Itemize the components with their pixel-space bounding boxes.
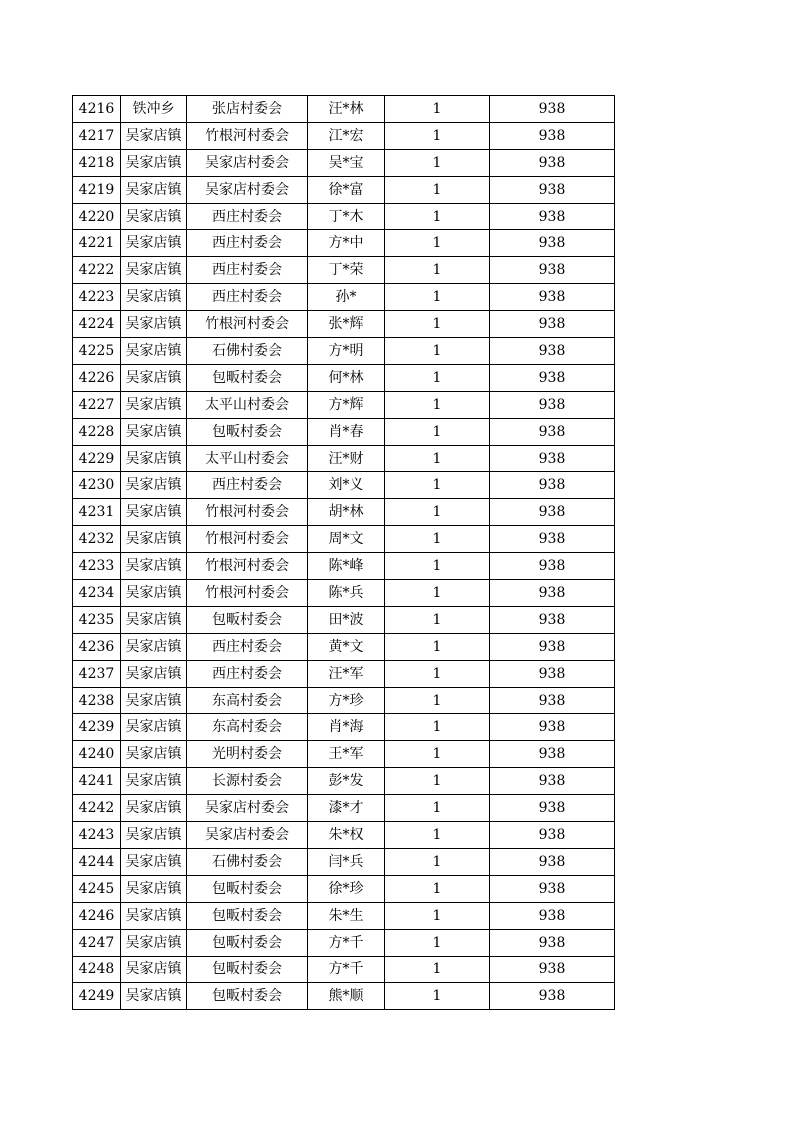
table-row <box>73 875 615 902</box>
town-cell: 吴家店镇 <box>121 338 187 365</box>
town-cell: 吴家店镇 <box>121 149 187 176</box>
amount-cell: 938 <box>490 472 615 499</box>
name-cell: 彭*发 <box>308 768 385 795</box>
name-cell: 周*文 <box>308 526 385 553</box>
amount-cell: 938 <box>490 741 615 768</box>
serial-number-cell: 4216 <box>73 96 121 123</box>
amount-cell: 938 <box>490 822 615 849</box>
village-committee-cell: 石佛村委会 <box>187 338 308 365</box>
town-cell: 吴家店镇 <box>121 176 187 203</box>
town-cell: 吴家店镇 <box>121 418 187 445</box>
table-row <box>73 660 615 687</box>
amount-cell: 938 <box>490 660 615 687</box>
amount-cell: 938 <box>490 714 615 741</box>
village-committee-cell: 张店村委会 <box>187 96 308 123</box>
town-cell: 吴家店镇 <box>121 983 187 1010</box>
table-row <box>73 526 615 553</box>
name-cell: 肖*海 <box>308 714 385 741</box>
name-cell: 刘*义 <box>308 472 385 499</box>
village-committee-cell: 太平山村委会 <box>187 391 308 418</box>
name-cell: 陈*兵 <box>308 580 385 607</box>
count-cell: 1 <box>385 795 490 822</box>
count-cell: 1 <box>385 741 490 768</box>
serial-number-cell: 4243 <box>73 822 121 849</box>
village-committee-cell: 长源村委会 <box>187 768 308 795</box>
table-row <box>73 203 615 230</box>
table-row <box>73 149 615 176</box>
town-cell: 吴家店镇 <box>121 499 187 526</box>
town-cell: 吴家店镇 <box>121 714 187 741</box>
amount-cell: 938 <box>490 553 615 580</box>
town-cell: 吴家店镇 <box>121 633 187 660</box>
village-committee-cell: 竹根河村委会 <box>187 526 308 553</box>
count-cell: 1 <box>385 176 490 203</box>
name-cell: 徐*珍 <box>308 875 385 902</box>
count-cell: 1 <box>385 687 490 714</box>
village-committee-cell: 西庄村委会 <box>187 660 308 687</box>
amount-cell: 938 <box>490 499 615 526</box>
count-cell: 1 <box>385 768 490 795</box>
amount-cell: 938 <box>490 149 615 176</box>
count-cell: 1 <box>385 848 490 875</box>
table-row <box>73 284 615 311</box>
count-cell: 1 <box>385 983 490 1010</box>
serial-number-cell: 4230 <box>73 472 121 499</box>
serial-number-cell: 4245 <box>73 875 121 902</box>
name-cell: 陈*峰 <box>308 553 385 580</box>
village-committee-cell: 竹根河村委会 <box>187 553 308 580</box>
serial-number-cell: 4228 <box>73 418 121 445</box>
amount-cell: 938 <box>490 203 615 230</box>
town-cell: 吴家店镇 <box>121 257 187 284</box>
village-committee-cell: 竹根河村委会 <box>187 122 308 149</box>
serial-number-cell: 4227 <box>73 391 121 418</box>
amount-cell: 938 <box>490 606 615 633</box>
table-row <box>73 606 615 633</box>
serial-number-cell: 4249 <box>73 983 121 1010</box>
village-committee-cell: 西庄村委会 <box>187 257 308 284</box>
serial-number-cell: 4217 <box>73 122 121 149</box>
amount-cell: 938 <box>490 902 615 929</box>
amount-cell: 938 <box>490 364 615 391</box>
data-table <box>72 95 615 1010</box>
count-cell: 1 <box>385 472 490 499</box>
town-cell: 吴家店镇 <box>121 929 187 956</box>
name-cell: 闫*兵 <box>308 848 385 875</box>
amount-cell: 938 <box>490 445 615 472</box>
table-row <box>73 687 615 714</box>
count-cell: 1 <box>385 660 490 687</box>
name-cell: 肖*春 <box>308 418 385 445</box>
table-row <box>73 391 615 418</box>
count-cell: 1 <box>385 580 490 607</box>
table-row <box>73 956 615 983</box>
village-committee-cell: 东高村委会 <box>187 687 308 714</box>
town-cell: 吴家店镇 <box>121 741 187 768</box>
serial-number-cell: 4237 <box>73 660 121 687</box>
name-cell: 汪*财 <box>308 445 385 472</box>
amount-cell: 938 <box>490 633 615 660</box>
amount-cell: 938 <box>490 929 615 956</box>
village-committee-cell: 石佛村委会 <box>187 848 308 875</box>
serial-number-cell: 4232 <box>73 526 121 553</box>
table-row <box>73 472 615 499</box>
village-committee-cell: 光明村委会 <box>187 741 308 768</box>
town-cell: 吴家店镇 <box>121 795 187 822</box>
village-committee-cell: 西庄村委会 <box>187 284 308 311</box>
serial-number-cell: 4219 <box>73 176 121 203</box>
serial-number-cell: 4226 <box>73 364 121 391</box>
serial-number-cell: 4248 <box>73 956 121 983</box>
village-committee-cell: 包畈村委会 <box>187 875 308 902</box>
serial-number-cell: 4239 <box>73 714 121 741</box>
table-row <box>73 445 615 472</box>
table-row <box>73 553 615 580</box>
name-cell: 胡*林 <box>308 499 385 526</box>
amount-cell: 938 <box>490 96 615 123</box>
town-cell: 吴家店镇 <box>121 526 187 553</box>
name-cell: 吴*宝 <box>308 149 385 176</box>
serial-number-cell: 4229 <box>73 445 121 472</box>
town-cell: 吴家店镇 <box>121 230 187 257</box>
serial-number-cell: 4234 <box>73 580 121 607</box>
town-cell: 吴家店镇 <box>121 822 187 849</box>
serial-number-cell: 4218 <box>73 149 121 176</box>
town-cell: 吴家店镇 <box>121 875 187 902</box>
table-row <box>73 338 615 365</box>
count-cell: 1 <box>385 391 490 418</box>
town-cell: 吴家店镇 <box>121 580 187 607</box>
table-row <box>73 795 615 822</box>
table-row <box>73 580 615 607</box>
count-cell: 1 <box>385 553 490 580</box>
name-cell: 方*辉 <box>308 391 385 418</box>
name-cell: 漆*才 <box>308 795 385 822</box>
name-cell: 张*辉 <box>308 311 385 338</box>
name-cell: 汪*军 <box>308 660 385 687</box>
count-cell: 1 <box>385 149 490 176</box>
count-cell: 1 <box>385 230 490 257</box>
village-committee-cell: 竹根河村委会 <box>187 580 308 607</box>
count-cell: 1 <box>385 929 490 956</box>
name-cell: 孙* <box>308 284 385 311</box>
village-committee-cell: 西庄村委会 <box>187 230 308 257</box>
table-row <box>73 499 615 526</box>
village-committee-cell: 包畈村委会 <box>187 606 308 633</box>
serial-number-cell: 4231 <box>73 499 121 526</box>
town-cell: 吴家店镇 <box>121 311 187 338</box>
name-cell: 徐*富 <box>308 176 385 203</box>
town-cell: 吴家店镇 <box>121 284 187 311</box>
serial-number-cell: 4224 <box>73 311 121 338</box>
town-cell: 吴家店镇 <box>121 902 187 929</box>
village-committee-cell: 吴家店村委会 <box>187 795 308 822</box>
amount-cell: 938 <box>490 311 615 338</box>
table-row <box>73 311 615 338</box>
count-cell: 1 <box>385 203 490 230</box>
table-row <box>73 176 615 203</box>
amount-cell: 938 <box>490 768 615 795</box>
name-cell: 黄*文 <box>308 633 385 660</box>
town-cell: 吴家店镇 <box>121 445 187 472</box>
serial-number-cell: 4235 <box>73 606 121 633</box>
table-row <box>73 257 615 284</box>
count-cell: 1 <box>385 526 490 553</box>
serial-number-cell: 4223 <box>73 284 121 311</box>
count-cell: 1 <box>385 499 490 526</box>
town-cell: 铁冲乡 <box>121 96 187 123</box>
serial-number-cell: 4222 <box>73 257 121 284</box>
town-cell: 吴家店镇 <box>121 391 187 418</box>
count-cell: 1 <box>385 902 490 929</box>
amount-cell: 938 <box>490 176 615 203</box>
village-committee-cell: 太平山村委会 <box>187 445 308 472</box>
name-cell: 熊*顺 <box>308 983 385 1010</box>
serial-number-cell: 4233 <box>73 553 121 580</box>
amount-cell: 938 <box>490 338 615 365</box>
name-cell: 方*千 <box>308 956 385 983</box>
name-cell: 王*军 <box>308 741 385 768</box>
serial-number-cell: 4246 <box>73 902 121 929</box>
town-cell: 吴家店镇 <box>121 553 187 580</box>
village-committee-cell: 吴家店村委会 <box>187 149 308 176</box>
town-cell: 吴家店镇 <box>121 956 187 983</box>
serial-number-cell: 4242 <box>73 795 121 822</box>
count-cell: 1 <box>385 311 490 338</box>
amount-cell: 938 <box>490 230 615 257</box>
serial-number-cell: 4220 <box>73 203 121 230</box>
count-cell: 1 <box>385 418 490 445</box>
count-cell: 1 <box>385 364 490 391</box>
town-cell: 吴家店镇 <box>121 687 187 714</box>
town-cell: 吴家店镇 <box>121 848 187 875</box>
serial-number-cell: 4221 <box>73 230 121 257</box>
count-cell: 1 <box>385 257 490 284</box>
amount-cell: 938 <box>490 391 615 418</box>
village-committee-cell: 西庄村委会 <box>187 203 308 230</box>
table-row <box>73 741 615 768</box>
serial-number-cell: 4240 <box>73 741 121 768</box>
count-cell: 1 <box>385 606 490 633</box>
amount-cell: 938 <box>490 122 615 149</box>
amount-cell: 938 <box>490 956 615 983</box>
village-committee-cell: 包畈村委会 <box>187 929 308 956</box>
village-committee-cell: 西庄村委会 <box>187 633 308 660</box>
name-cell: 江*宏 <box>308 122 385 149</box>
table-row <box>73 122 615 149</box>
table-row <box>73 364 615 391</box>
table-row <box>73 848 615 875</box>
village-committee-cell: 竹根河村委会 <box>187 499 308 526</box>
serial-number-cell: 4236 <box>73 633 121 660</box>
table-row <box>73 929 615 956</box>
name-cell: 丁*荣 <box>308 257 385 284</box>
table-row <box>73 633 615 660</box>
town-cell: 吴家店镇 <box>121 768 187 795</box>
name-cell: 田*波 <box>308 606 385 633</box>
name-cell: 丁*木 <box>308 203 385 230</box>
count-cell: 1 <box>385 96 490 123</box>
name-cell: 方*中 <box>308 230 385 257</box>
count-cell: 1 <box>385 122 490 149</box>
serial-number-cell: 4247 <box>73 929 121 956</box>
name-cell: 方*千 <box>308 929 385 956</box>
amount-cell: 938 <box>490 257 615 284</box>
village-committee-cell: 竹根河村委会 <box>187 311 308 338</box>
name-cell: 方*珍 <box>308 687 385 714</box>
table-row <box>73 983 615 1010</box>
town-cell: 吴家店镇 <box>121 660 187 687</box>
village-committee-cell: 吴家店村委会 <box>187 822 308 849</box>
name-cell: 汪*林 <box>308 96 385 123</box>
serial-number-cell: 4241 <box>73 768 121 795</box>
serial-number-cell: 4244 <box>73 848 121 875</box>
count-cell: 1 <box>385 284 490 311</box>
name-cell: 朱*权 <box>308 822 385 849</box>
town-cell: 吴家店镇 <box>121 122 187 149</box>
amount-cell: 938 <box>490 687 615 714</box>
town-cell: 吴家店镇 <box>121 203 187 230</box>
village-committee-cell: 东高村委会 <box>187 714 308 741</box>
village-committee-cell: 吴家店村委会 <box>187 176 308 203</box>
table-row <box>73 714 615 741</box>
amount-cell: 938 <box>490 848 615 875</box>
amount-cell: 938 <box>490 284 615 311</box>
count-cell: 1 <box>385 633 490 660</box>
table-body <box>73 96 615 1010</box>
town-cell: 吴家店镇 <box>121 606 187 633</box>
amount-cell: 938 <box>490 875 615 902</box>
town-cell: 吴家店镇 <box>121 472 187 499</box>
table-row <box>73 822 615 849</box>
table-row <box>73 418 615 445</box>
village-committee-cell: 包畈村委会 <box>187 364 308 391</box>
serial-number-cell: 4238 <box>73 687 121 714</box>
count-cell: 1 <box>385 714 490 741</box>
serial-number-cell: 4225 <box>73 338 121 365</box>
name-cell: 朱*生 <box>308 902 385 929</box>
name-cell: 方*明 <box>308 338 385 365</box>
count-cell: 1 <box>385 445 490 472</box>
amount-cell: 938 <box>490 795 615 822</box>
town-cell: 吴家店镇 <box>121 364 187 391</box>
village-committee-cell: 包畈村委会 <box>187 418 308 445</box>
amount-cell: 938 <box>490 418 615 445</box>
village-committee-cell: 包畈村委会 <box>187 983 308 1010</box>
amount-cell: 938 <box>490 983 615 1010</box>
count-cell: 1 <box>385 956 490 983</box>
count-cell: 1 <box>385 822 490 849</box>
table-row <box>73 230 615 257</box>
table-row <box>73 902 615 929</box>
count-cell: 1 <box>385 875 490 902</box>
amount-cell: 938 <box>490 526 615 553</box>
table-row <box>73 96 615 123</box>
count-cell: 1 <box>385 338 490 365</box>
amount-cell: 938 <box>490 580 615 607</box>
village-committee-cell: 西庄村委会 <box>187 472 308 499</box>
table-row <box>73 768 615 795</box>
village-committee-cell: 包畈村委会 <box>187 956 308 983</box>
name-cell: 何*林 <box>308 364 385 391</box>
village-committee-cell: 包畈村委会 <box>187 902 308 929</box>
